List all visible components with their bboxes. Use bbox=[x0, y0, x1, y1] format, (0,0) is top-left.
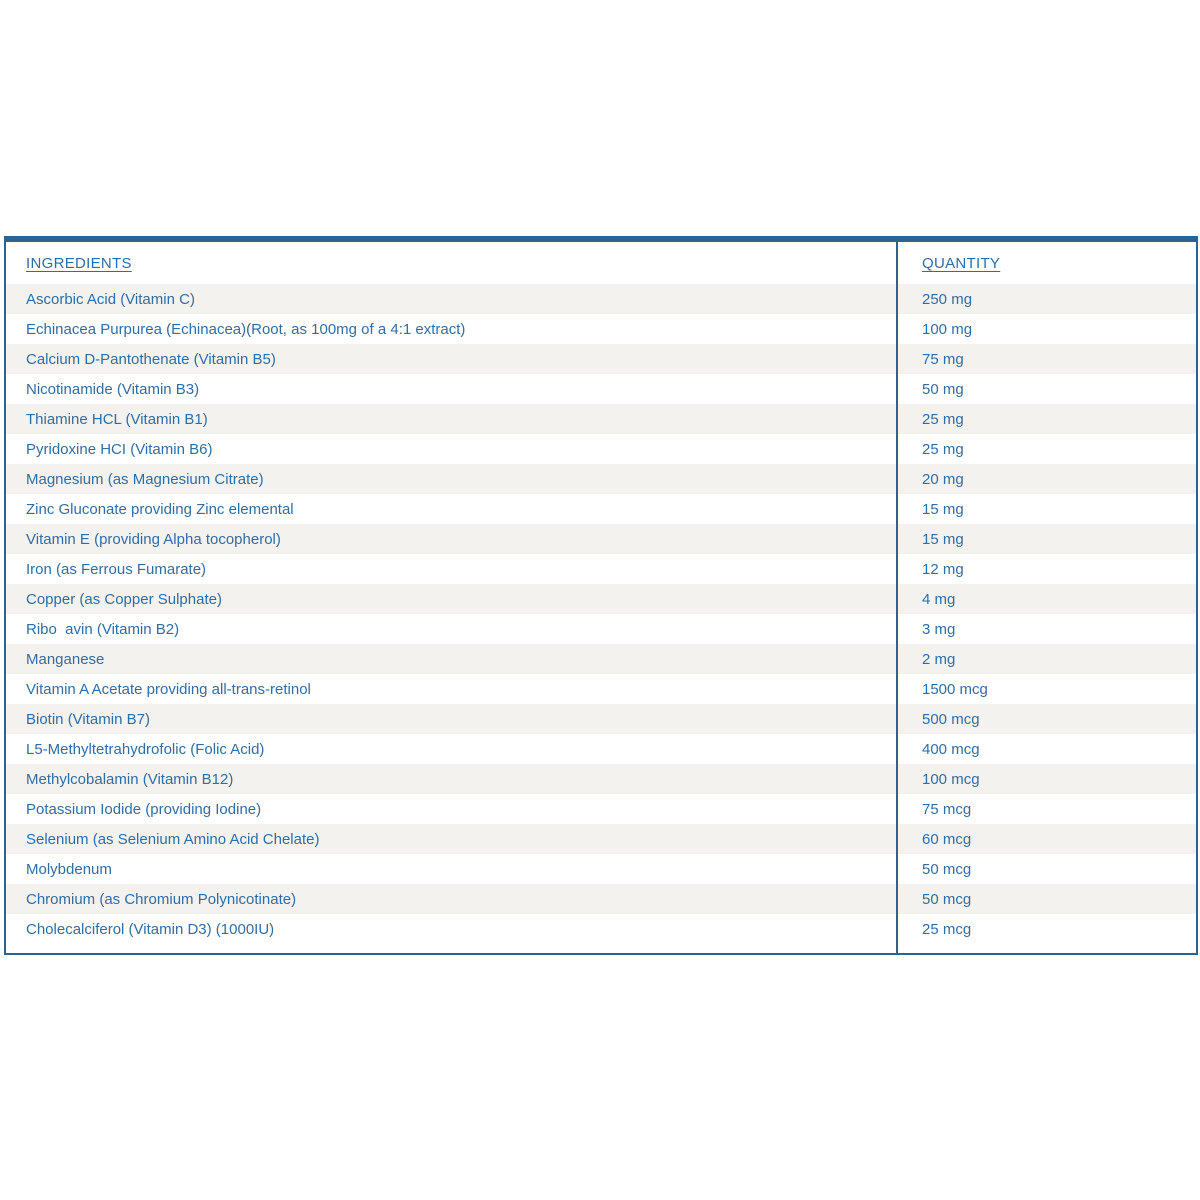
ingredient-cell: Chromium (as Chromium Polynicotinate) bbox=[26, 890, 297, 908]
ingredient-cell: Echinacea Purpurea (Echinacea)(Root, as 100mg of a 4:1 extract) bbox=[26, 320, 466, 338]
table-row bbox=[6, 734, 1196, 764]
quantity-cell: 20 mg bbox=[922, 470, 964, 488]
ingredient-cell: Selenium (as Selenium Amino Acid Chelate) bbox=[26, 830, 320, 848]
ingredient-cell: Copper (as Copper Sulphate) bbox=[26, 590, 222, 608]
ingredient-cell: Methylcobalamin (Vitamin B12) bbox=[26, 770, 234, 788]
ingredient-cell: Calcium D-Pantothenate (Vitamin B5) bbox=[26, 350, 276, 368]
table-row bbox=[6, 434, 1196, 464]
quantity-cell: 2 mg bbox=[922, 650, 956, 668]
quantity-cell: 4 mg bbox=[922, 590, 956, 608]
supplement-facts-table bbox=[4, 236, 1198, 955]
quantity-cell: 50 mcg bbox=[922, 890, 972, 908]
ingredient-cell: Ascorbic Acid (Vitamin C) bbox=[26, 290, 195, 308]
table-row bbox=[6, 824, 1196, 854]
column-divider bbox=[896, 242, 898, 953]
table-header-row bbox=[6, 242, 1196, 284]
ingredient-cell: L5-Methyltetrahydrofolic (Folic Acid) bbox=[26, 740, 265, 758]
ingredient-cell: Molybdenum bbox=[26, 860, 112, 878]
table-row bbox=[6, 494, 1196, 524]
ingredient-cell: Cholecalciferol (Vitamin D3) (1000IU) bbox=[26, 920, 275, 938]
quantity-cell: 400 mcg bbox=[922, 740, 980, 758]
table-row bbox=[6, 344, 1196, 374]
table-body bbox=[6, 284, 1196, 944]
quantity-cell: 50 mg bbox=[922, 380, 964, 398]
quantity-cell: 3 mg bbox=[922, 620, 956, 638]
table-row bbox=[6, 284, 1196, 314]
quantity-cell: 12 mg bbox=[922, 560, 964, 578]
table-row bbox=[6, 674, 1196, 704]
quantity-cell: 25 mg bbox=[922, 410, 964, 428]
quantity-cell: 60 mcg bbox=[922, 830, 972, 848]
ingredient-cell: Zinc Gluconate providing Zinc elemental bbox=[26, 500, 294, 518]
table-row bbox=[6, 704, 1196, 734]
table-row bbox=[6, 404, 1196, 434]
table-row bbox=[6, 794, 1196, 824]
ingredient-cell: Biotin (Vitamin B7) bbox=[26, 710, 150, 728]
ingredient-cell: Vitamin E (providing Alpha tocopherol) bbox=[26, 530, 281, 548]
table-row bbox=[6, 644, 1196, 674]
table-row bbox=[6, 374, 1196, 404]
table-row bbox=[6, 854, 1196, 884]
ingredient-cell: Manganese bbox=[26, 650, 105, 668]
quantity-cell: 100 mcg bbox=[922, 770, 980, 788]
ingredient-cell: Nicotinamide (Vitamin B3) bbox=[26, 380, 200, 398]
ingredient-cell: Potassium Iodide (providing Iodine) bbox=[26, 800, 262, 818]
quantity-cell: 500 mcg bbox=[922, 710, 980, 728]
ingredient-cell: Pyridoxine HCI (Vitamin B6) bbox=[26, 440, 213, 458]
table-row bbox=[6, 524, 1196, 554]
ingredients-column-header: INGREDIENTS bbox=[26, 254, 132, 272]
table-row bbox=[6, 584, 1196, 614]
quantity-cell: 75 mcg bbox=[922, 800, 972, 818]
quantity-cell: 100 mg bbox=[922, 320, 973, 338]
table-row bbox=[6, 614, 1196, 644]
quantity-cell: 50 mcg bbox=[922, 860, 972, 878]
table-row bbox=[6, 314, 1196, 344]
table-row bbox=[6, 884, 1196, 914]
ingredient-cell: Thiamine HCL (Vitamin B1) bbox=[26, 410, 208, 428]
ingredient-cell: Iron (as Ferrous Fumarate) bbox=[26, 560, 207, 578]
quantity-cell: 75 mg bbox=[922, 350, 964, 368]
quantity-cell: 15 mg bbox=[922, 500, 964, 518]
quantity-cell: 1500 mcg bbox=[922, 680, 988, 698]
quantity-cell: 25 mcg bbox=[922, 920, 972, 938]
quantity-column-header: QUANTITY bbox=[922, 254, 1001, 272]
table-row bbox=[6, 764, 1196, 794]
ingredient-cell: Magnesium (as Magnesium Citrate) bbox=[26, 470, 264, 488]
ingredient-cell: Vitamin A Acetate providing all-trans-retinol bbox=[26, 680, 311, 698]
table-row bbox=[6, 464, 1196, 494]
ingredient-cell: Ribo avin (Vitamin B2) bbox=[26, 620, 180, 638]
quantity-cell: 25 mg bbox=[922, 440, 964, 458]
table-row bbox=[6, 914, 1196, 944]
table-row bbox=[6, 554, 1196, 584]
quantity-cell: 250 mg bbox=[922, 290, 973, 308]
quantity-cell: 15 mg bbox=[922, 530, 964, 548]
